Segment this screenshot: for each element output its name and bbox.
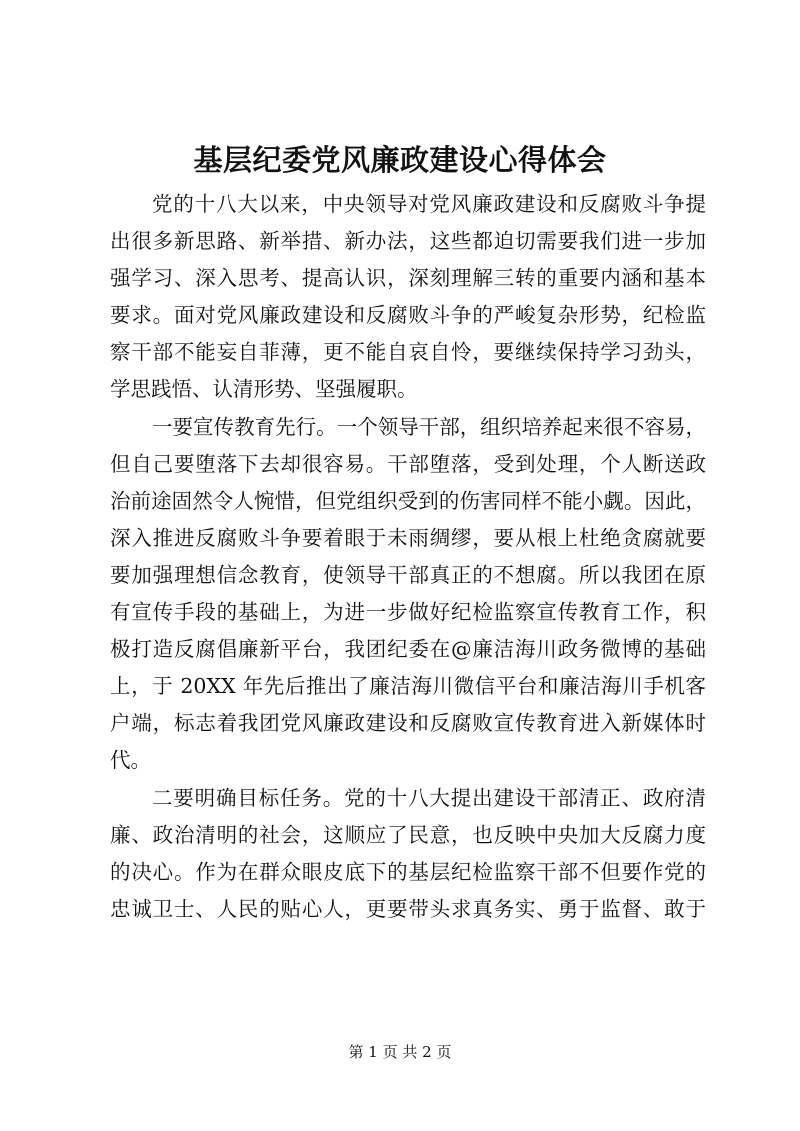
text-line: 察干部不能妄自菲薄，更不能自哀自怜，要继续保持学习劲头， [110, 340, 706, 365]
text-line: 深入推进反腐败斗争要着眼于未雨绸缪，要从根上杜绝贪腐就要 [110, 525, 706, 550]
text-line: 极打造反腐倡廉新平台，我团纪委在@廉洁海川政务微博的基础 [110, 637, 706, 662]
paragraph-2 [110, 409, 706, 780]
document-body [110, 186, 706, 928]
text-line: 忠诚卫士、人民的贴心人，更要带头求真务实、勇于监督、敢于 [110, 896, 706, 921]
text-line: 强学习、深入思考、提高认识，深刻理解三转的重要内涵和基本 [110, 266, 706, 291]
text-line: 代。 [110, 748, 151, 773]
text-line: 二要明确目标任务。党的十八大提出建设干部清正、政府清 [152, 785, 706, 810]
text-line: 党的十八大以来，中央领导对党风廉政建设和反腐败斗争提 [152, 192, 706, 216]
page-footer: 第 1 页 共 2 页 [348, 1043, 452, 1061]
paragraph-3 [110, 780, 706, 928]
text-line: 要加强理想信念教育，使领导干部真正的不想腐。所以我团在原 [110, 562, 706, 587]
text-line: 但自己要堕落下去却很容易。干部堕落，受到处理，个人断送政 [110, 451, 706, 476]
text-line: 要求。面对党风廉政建设和反腐败斗争的严峻复杂形势，纪检监 [110, 303, 706, 328]
document-title: 基层纪委党风廉政建设心得体会 [193, 143, 607, 177]
text-line: 学思践悟、认清形势、坚强履职。 [110, 377, 418, 402]
text-line: 上，于 20XX 年先后推出了廉洁海川微信平台和廉洁海川手机客 [110, 674, 706, 699]
paragraph-1 [110, 186, 706, 409]
text-line: 出很多新思路、新举措、新办法，这些都迫切需要我们进一步加 [110, 229, 706, 254]
text-line: 有宣传手段的基础上，为进一步做好纪检监察宣传教育工作，积 [110, 600, 706, 625]
text-line: 户端，标志着我团党风廉政建设和反腐败宣传教育进入新媒体时 [110, 711, 706, 736]
text-line: 一要宣传教育先行。一个领导干部，组织培养起来很不容易， [152, 414, 706, 439]
text-line: 的决心。作为在群众眼皮底下的基层纪检监察干部不但要作党的 [110, 859, 706, 884]
text-line: 治前途固然令人惋惜，但党组织受到的伤害同样不能小觑。因此， [110, 488, 706, 513]
text-line: 廉、政治清明的社会，这顺应了民意，也反映中央加大反腐力度 [110, 822, 706, 847]
